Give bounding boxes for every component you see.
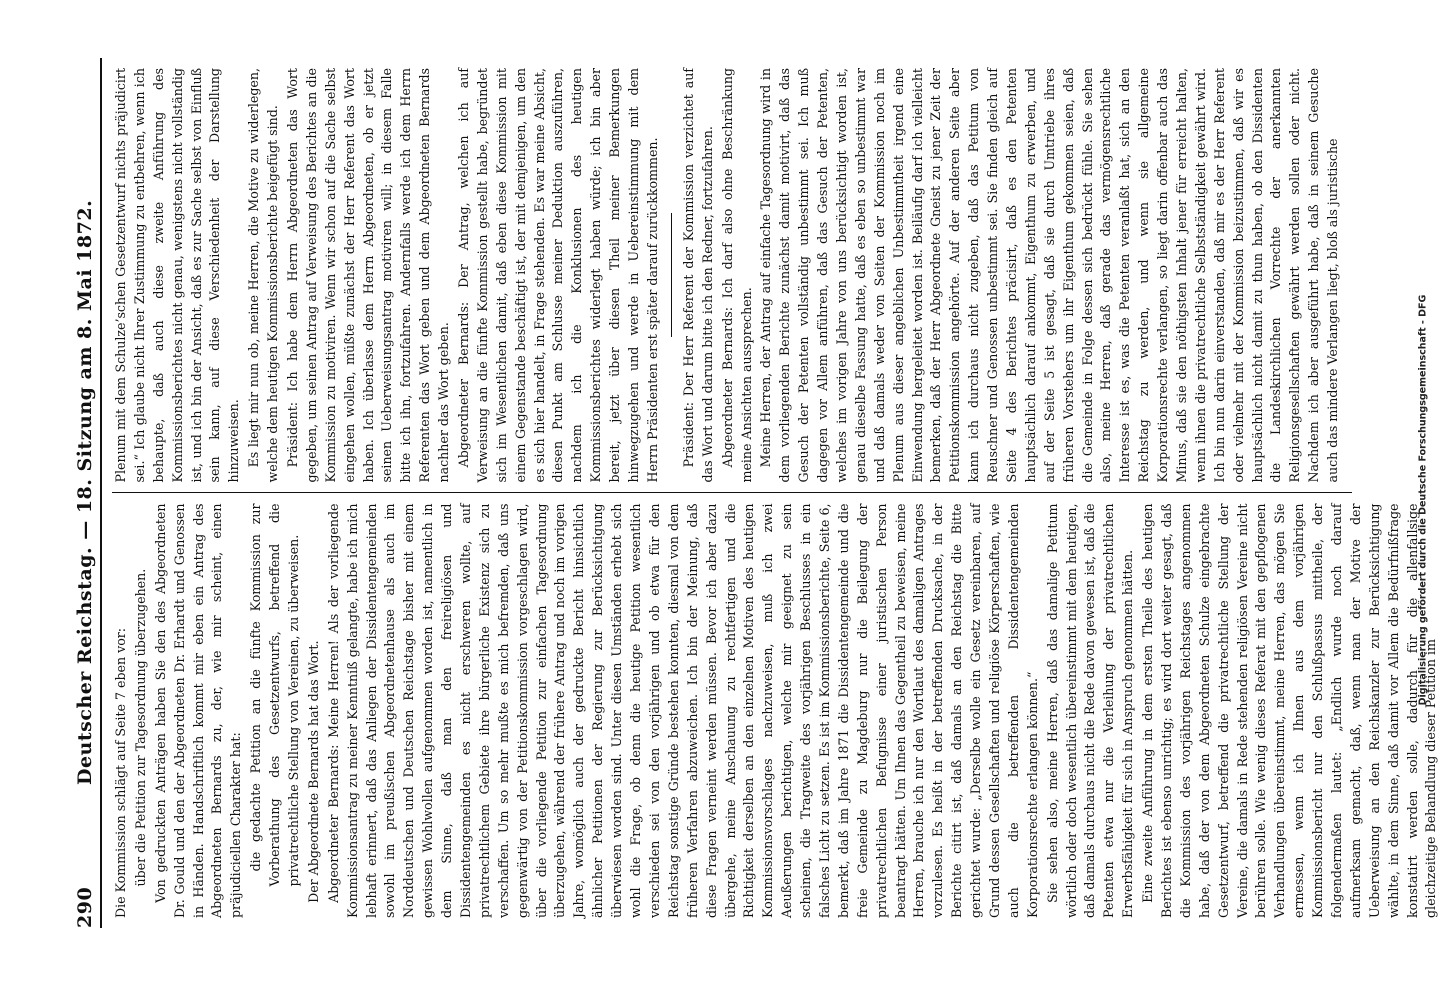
paragraph: Abgeordneter Bernards: Meine Herren! Als der vorliegende Kommissionsantrag zu meiner Kenntniß gelangte, habe ich mich lebhaft erinnert, daß das Anliegen der Dissidentengemeinden sowohl im preußischen Abgeordnetenhause als auch im Norddeutschen und Deutschen Reichstage bisher mit einem gewissen Wohlwollen aufgenommen worden ist, namentlich in dem Sinne, daß man den freireligiösen und Dissidentengemeinden es nicht erschweren wollte, auf privatrechtlichem Gebiete ihre bürgerliche Existenz sich zu verschaffen. Um so mehr mußte es mich befremden, daß uns gegenwärtig von der Petitionskommission vorgeschlagen wird, über die vorliegende Petition zur einfachen Tagesordnung überzugehen, während der frühere Antrag und noch im vorigen Jahre, womöglich auch der gedruckte Bericht hinsichtlich ähnlicher Petitionen der Regierung zur Berücksichtigung überwiesen worden sind. Unter diesen Umständen erhebt sich wohl die Frage, ob denn die heutige Petition wesentlich verschieden sei von den vorjährigen und ob etwa für den Reichstag sonstige Gründe bestehen konnten, diesmal von dem früheren Verfahren abzuweichen. Ich bin der Meinung, daß diese Fragen verneint werden müssen. Bevor ich aber dazu übergehe, meine Anschauung zu rechtfertigen und die Richtigkeit derselben an den einzelnen Motiven des heutigen Kommissionsvorschlages nachzuweisen, muß ich zwei Aeußerungen berichtigen, welche mir geeignet zu sein scheinen, die Tragweite des vorjährigen Beschlusses in ein falsches Licht zu setzen. Es ist im Kommissionsberichte, Seite 6, bemerkt, daß im Jahre 1871 die Dissidentengemeinde und die freie Gemeinde zu Magdeburg nur die Beilegung der privatrechtlichen Befugnisse einer juristischen Person beantragt hätten. Um Ihnen das Gegentheil zu beweisen, meine Herren, brauche ich nur den Wortlaut des damaligen Antrages vorzulesen. Es heißt in der betreffenden Drucksache, in der Berichte citirt ist, daß damals an den Reichstag die Bitte gerichtet wurde: „Derselbe wolle ein Gesetz vereinbaren, auf Grund dessen Gesellschaften und religiöse Körperschaften, wie auch die betreffenden Dissidentengemeinden Korporationsrechte erlangen können.“ [325,503,1040,918]
paragraph: Plenum mit dem Schulze’schen Gesetzentwurf nichts präjudicirt sei.“ Ich glaube nicht Ihrer Zustimmung zu entbehren, wenn ich behaupte, daß auch diese zweite Anführung des Kommissionsberichtes nicht genau, wenigstens nicht vollständig ist, und ich bin der Ansicht, daß es zur Sache selbst von Einfluß sein kann, auf diese Verschiedenheit der Darstellung hinzuweisen. [113,68,242,483]
paragraph: über die Petition zur Tagesordnung überzugehen. [132,568,148,887]
page-number: 290 [74,886,96,928]
dfg-funding-note: Digitalisierung gefördert durch die Deutsche Forschungsgemeinschaft - DFG [1417,294,1429,706]
paragraph: Präsident: Der Herr Referent der Kommission verzichtet auf das Wort und darum bitte ich den Redner, fortzufahren. [680,68,715,483]
paragraph: Der Abgeordnete Bernards hat das Wort. [305,640,321,903]
section-divider [671,213,672,337]
paragraph: Präsident: Ich habe dem Herrn Abgeordneten das Wort gegeben, um seinen Antrag auf Verweisung des Berichtes an die Kommission zu motiviren. Wenn wir schon auf die Sache selbst eingehen wollen, müßte zunächst der Herr Referent das Wort haben. Ich überlasse dem Herrn Abgeordneten, ob er jetzt seinen Ueberweisungsantrag motiviren will; in diesem Falle bitte ich ihn, fortzufahren. Andernfalls werde ich dem Herrn Referenten das Wort geben und dem Abgeordneten Bernards nachher das Wort geben. [285,68,452,483]
column-right [112,58,1352,494]
page-header [74,58,102,928]
paragraph: Es liegt mir nun ob, meine Herren, die Motive zu widerlegen, welche dem heutigen Kommissionsberichte beigefügt sind. [246,68,281,483]
page-title: Deutscher Reichstag. — 18. Sitzung am 8. Mai 1872. [74,199,96,786]
paragraph: die gedachte Petition an die fünfte Kommission zur Vorberathung des Gesetzentwurfs, betreffend die privatrechtliche Stellung von Vereinen, zu überweisen. [248,503,302,887]
paragraph: Von gedruckten Anträgen haben Sie den des Abgeordneten Dr. Gould und den der Abgeordneten Dr. Erhardt und Genossen in Händen. Handschriftlich kommt mir eben ein Antrag des Abgeordneten Bernards zu, der, wie mir scheint, einen präjudiciellen Charakter hat: [152,503,244,918]
paragraph: Eine zweite Anführung in dem ersten Theile des heutigen Berichtes ist ebenso unrichtig; es wird dort weiter gesagt, daß die Kommission des vorjährigen Reichstages angenommen habe, daß der von dem Abgeordneten Schulze eingebrachte Gesetzentwurf, betreffend die privatrechtliche Stellung der Vereine, die damals in Rede stehenden religiösen Vereine nicht berühren solle. Wie wenig dieses Referat mit den gepflogenen Verhandlungen übereinstimmt, meine Herren, das mögen Sie ermessen, wenn ich Ihnen aus dem vorjährigen Kommissionsbericht nur den Schlußpassus mittheile, der folgendermaßen lautet: „Endlich wurde noch darauf aufmerksam gemacht, daß, wenn man der Motive der Ueberweisung an den Reichskanzler zur Berücksichtigung wählte, in dem Sinne, daß damit vor Allem die Bedürfnißfrage konstatirt werden solle, dadurch für die allenfallsige gleichzeitige Behandlung dieser Petition im [1140,503,1439,918]
paragraph: Meine Herren, der Antrag auf einfache Tagesordnung wird in dem vorliegenden Berichte zunächst damit motivirt, daß das Gesuch der Petenten vollständig unbestimmt sei. Ich muß dagegen vor Allem anführen, daß das Gesuch der Petenten, welches im vorigen Jahre von uns berücksichtigt worden ist, genau dieselbe Fassung hatte, daß es eben so unbestimmt war und daß damals weder von Seiten der Kommission noch im Plenum aus dieser angeblichen Unbestimmtheit irgend eine Einwendung hergeleitet worden ist. Beiläufig darf ich vielleicht bemerken, daß der Herr Abgeordnete Gneist zu jener Zeit der Petitionskommission angehörte. Auf der anderen Seite aber kann ich durchaus nicht zugeben, daß das Petitum von Reuschner und Genossen unbestimmt sei. Sie finden gleich auf Seite 4 des Berichtes präcisirt, daß es den Petenten hauptsächlich darauf ankommt, Eigenthum zu erwerben, und auf der Seite 5 ist gesagt, daß sie durch Umtriebe ihres früheren Vorstehers um ihr Eigenthum gekommen seien, daß die Gemeinde in Folge dessen sich bedrückt fühle. Sie sehen also, meine Herren, daß gerade das vermögensrechtliche Interesse ist es, was die Petenten veranlaßt hat, sich an den Reichstag zu werden, und wenn sie allgemeine Korporationsrechte verlangen, so liegt darin offenbar auch das Minus, daß sie den nöthigsten Inhalt jener für erreicht halten, wenn ihnen die privatrechtliche Selbstständigkeit gewährt wird. Ich bin nun darin einverstanden, daß mir es der Herr Referent oder vielmehr mit der Kommission beizustimmen, daß wir es hauptsächlich nicht damit zu thun haben, ob den Dissidenten die Landeskirchlichen Vorrechte der anerkannten Religionsgesellschaften gewährt werden sollen oder nicht. Nachdem ich aber ausgeführt habe, daß in seinem Gesuche auch das mindere Verlangen liegt, bloß als juristische [758,68,1341,483]
paragraph: Abgeordneter Bernards: Der Antrag, welchen ich auf Verweisung an die fünfte Kommission gestellt habe, begründet sich im Wesentlichen damit, daß eben diese Kommission mit einem Gegenstande beschäftigt ist, der mit demjenigen, um den es sich hier handelt, in Frage stehenden. Es war meine Absicht, diesen Punkt am Schlusse meiner Deduktion auszuführen, nachdem ich die Konklusionen des heutigen Kommissionsberichtes widerlegt haben würde; ich bin aber bereit, jetzt über diesen Theil meiner Bemerkungen hinwegzugehen und werde in Uebereinstimmung mit dem Herrn Präsidenten erst später darauf zurückkommen. [456,68,660,483]
paragraph: Abgeordneter Bernards: Ich darf also ohne Beschränkung meine Ansichten aussprechen. [719,68,754,483]
paragraph: Die Kommission schlägt auf Seite 7 eben vor: [113,627,128,918]
paragraph: Sie sehen also, meine Herren, daß das damalige Petitum wörtlich oder doch wesentlich übereinstimmt mit dem heutigen, daß damals durchaus nicht die Rede davon gewesen ist, daß die Petenten etwa nur die Verleihung der privatrechtlichen Erwerbsfähigkeit für sich in Anspruch genommen hätten. [1044,503,1136,918]
